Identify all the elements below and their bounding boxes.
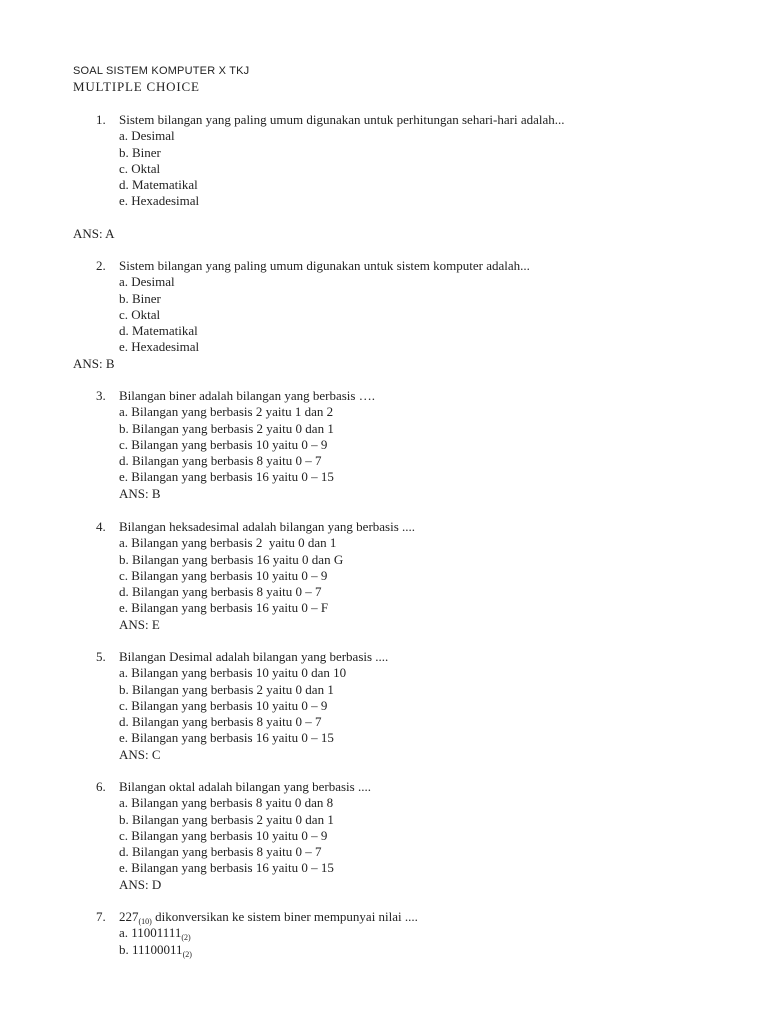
option-d: d. Bilangan yang berbasis 8 yaitu 0 – 7 (119, 453, 322, 469)
option-a: a. Desimal (119, 274, 175, 290)
question-number: 3. (96, 388, 106, 403)
option-c: c. Oktal (119, 306, 161, 322)
question-5 (96, 649, 388, 763)
option-b: b. Bilangan yang berbasis 2 yaitu 0 dan 1 (119, 811, 334, 827)
answer-3: ANS: B (119, 485, 161, 501)
question-text: Bilangan biner adalah bilangan yang berbasis …. (119, 388, 375, 403)
question-text: Sistem bilangan yang paling umum digunakan untuk sistem komputer adalah... (119, 258, 530, 273)
option-c: c. Bilangan yang berbasis 10 yaitu 0 – 9 (119, 436, 328, 452)
option-a: a. Desimal (119, 128, 175, 144)
section-title: MULTIPLE CHOICE (73, 79, 200, 94)
option-a: a. Bilangan yang berbasis 10 yaitu 0 dan 10 (119, 665, 347, 681)
answer-5: ANS: C (119, 746, 161, 762)
option-c: c. Oktal (119, 160, 161, 176)
question-number: 5. (96, 649, 106, 664)
question-text (119, 909, 418, 925)
option-b: b. Bilangan yang berbasis 16 yaitu 0 dan G (119, 551, 344, 567)
question-value: 227 (119, 909, 139, 924)
answer-1: ANS: A (73, 226, 115, 241)
options-list (119, 128, 565, 209)
question-text: Bilangan heksadesimal adalah bilangan yang berbasis .... (119, 519, 416, 534)
option-b: b. Biner (119, 290, 161, 306)
question-7 (96, 909, 418, 958)
option-d: d. Bilangan yang berbasis 8 yaitu 0 – 7 (119, 584, 322, 600)
option-d: d. Matematikal (119, 323, 198, 339)
option-e: e. Hexadesimal (119, 193, 200, 209)
option-a-label: a. 11001111 (119, 925, 182, 941)
option-b-label: b. 11100011 (119, 941, 183, 957)
option-a: a. Bilangan yang berbasis 2 yaitu 1 dan 2 (119, 404, 334, 420)
question-3 (96, 388, 375, 502)
question-text-rest: dikonversikan ke sistem biner mempunyai nilai .... (155, 909, 418, 924)
question-number: 7. (96, 909, 106, 924)
options-list (119, 535, 415, 616)
options-list (119, 274, 530, 355)
options-list (119, 404, 375, 485)
option-a (119, 925, 418, 941)
option-a: a. Bilangan yang berbasis 8 yaitu 0 dan 8 (119, 795, 334, 811)
options-list (119, 795, 371, 876)
question-number: 2. (96, 258, 106, 273)
document-header (73, 64, 249, 95)
option-a: a. Bilangan yang berbasis 2 yaitu 0 dan 1 (119, 535, 337, 551)
question-text: Bilangan Desimal adalah bilangan yang berbasis .... (119, 649, 389, 664)
option-c: c. Bilangan yang berbasis 10 yaitu 0 – 9 (119, 827, 328, 843)
options-list (119, 665, 388, 746)
question-text: Sistem bilangan yang paling umum digunakan untuk perhitungan sehari-hari adalah... (119, 112, 565, 127)
option-d: d. Matematikal (119, 177, 198, 193)
question-6 (96, 779, 371, 893)
question-number: 6. (96, 779, 106, 794)
answer-6: ANS: D (119, 876, 162, 892)
question-value-base: (10) (138, 917, 152, 926)
option-c: c. Bilangan yang berbasis 10 yaitu 0 – 9 (119, 567, 328, 583)
question-1 (96, 112, 565, 210)
options-list (119, 925, 418, 958)
answer-2: ANS: B (73, 356, 115, 371)
answer-4: ANS: E (119, 616, 160, 632)
option-b: b. Biner (119, 144, 161, 160)
option-d: d. Bilangan yang berbasis 8 yaitu 0 – 7 (119, 844, 322, 860)
option-e: e. Bilangan yang berbasis 16 yaitu 0 – 15 (119, 730, 334, 746)
option-b: b. Bilangan yang berbasis 2 yaitu 0 dan 1 (119, 681, 334, 697)
subject-title: SOAL SISTEM KOMPUTER X TKJ (73, 65, 250, 77)
option-a-base: (2) (181, 933, 191, 943)
question-2 (96, 258, 530, 356)
question-number: 1. (96, 112, 106, 127)
option-b: b. Bilangan yang berbasis 2 yaitu 0 dan 1 (119, 420, 334, 436)
option-c: c. Bilangan yang berbasis 10 yaitu 0 – 9 (119, 697, 328, 713)
option-e: e. Bilangan yang berbasis 16 yaitu 0 – F (119, 600, 329, 616)
question-text: Bilangan oktal adalah bilangan yang berbasis .... (119, 779, 371, 794)
option-e: e. Bilangan yang berbasis 16 yaitu 0 – 15 (119, 469, 334, 485)
option-e: e. Hexadesimal (119, 339, 200, 355)
question-4 (96, 519, 415, 633)
question-number: 4. (96, 519, 106, 534)
option-b (119, 942, 418, 958)
option-e: e. Bilangan yang berbasis 16 yaitu 0 – 15 (119, 860, 334, 876)
option-d: d. Bilangan yang berbasis 8 yaitu 0 – 7 (119, 714, 322, 730)
option-b-base: (2) (182, 949, 192, 959)
